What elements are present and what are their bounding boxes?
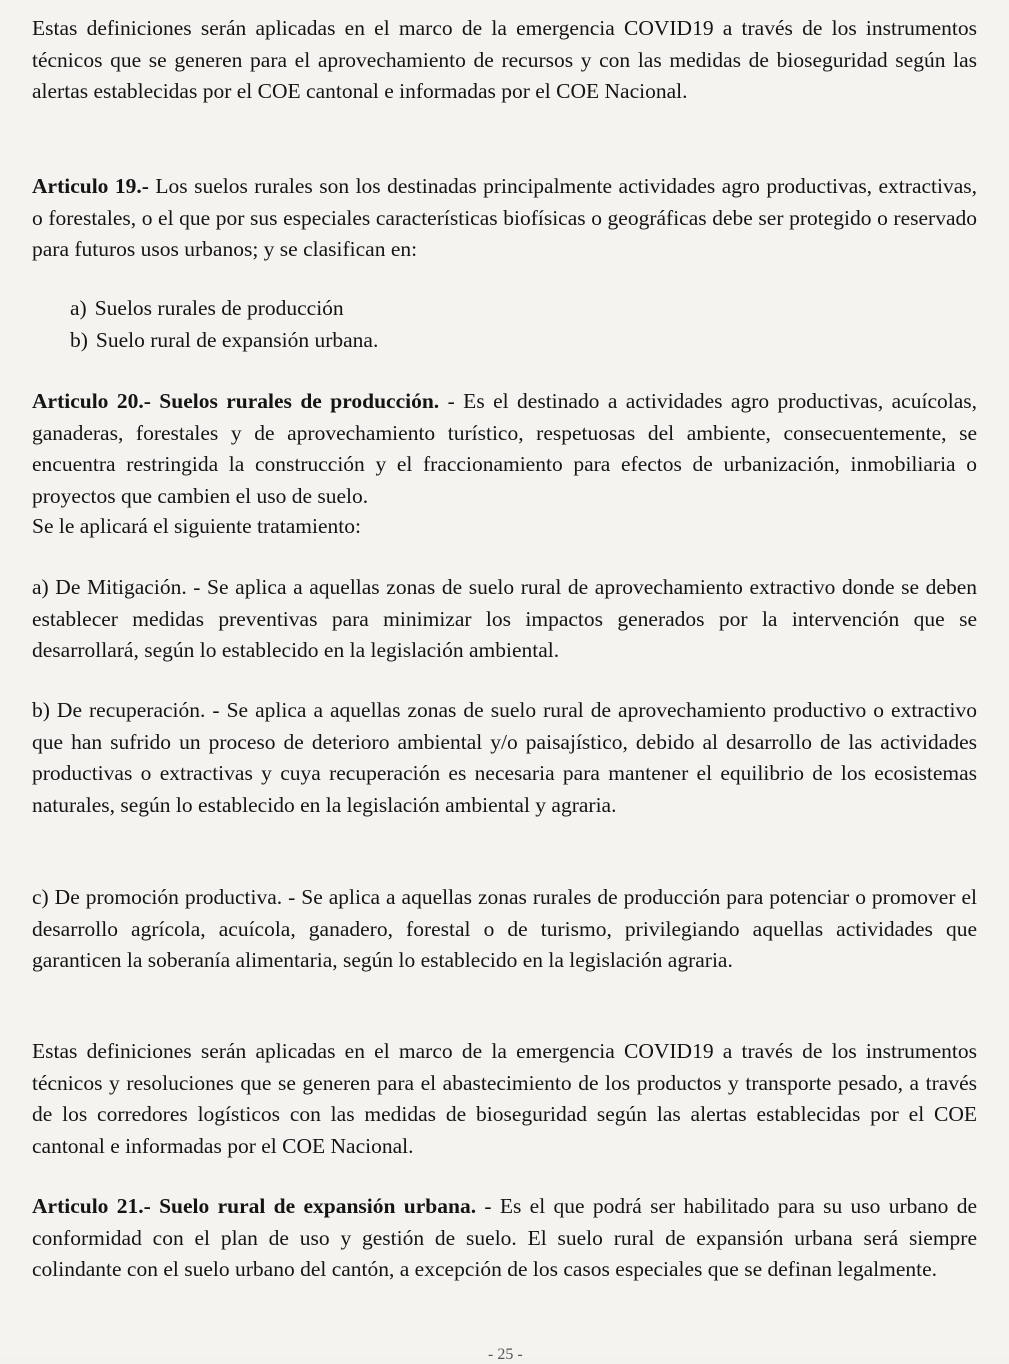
page-number: - 25 - <box>488 1346 523 1363</box>
paragraph-covid-abastecimiento: Estas definiciones serán aplicadas en el marco de la emergencia COVID19 a través de los instrumentos técnicos y resoluciones que se generen para el abastecimiento de los productos y transporte pesado, a través de los corredores logísticos con las medidas de bioseguridad según las alertas establecidas por el COE cantonal e informadas por el COE Nacional. <box>32 1039 977 1158</box>
articulo-21-heading: Articulo 21.- Suelo rural de expansión urbana. <box>32 1194 477 1218</box>
tratamiento-recuperacion: b) De recuperación. - Se aplica a aquellas zonas de suelo rural de aprovechamiento productivo o extractivo que han sufrido un proceso de deterioro ambiental y/o paisajístico, debido al desarrollo de las actividades productivas o extractivas y cuya recuperación es necesaria para mantener el equilibrio de los ecosistemas naturales, según lo establecido en la legislación ambiental y agraria. <box>32 698 977 817</box>
list-item-mark: a) <box>70 296 87 320</box>
tratamiento-mitigacion: a) De Mitigación. - Se aplica a aquellas zonas de suelo rural de aprovechamiento extractivo donde se deben establecer medidas preventivas para minimizar los impactos generados por la intervención que se desarrollará, según lo establecido en la legislación ambiental. <box>32 575 977 662</box>
tratamiento-promocion: c) De promoción productiva. - Se aplica a aquellas zonas rurales de producción para potenciar o promover el desarrollo agrícola, acuícola, ganadero, forestal o de turismo, privilegiando aquellas actividades que garanticen la soberanía alimentaria, según lo establecido en la legislación agraria. <box>32 885 977 972</box>
articulo-19 <box>32 171 977 266</box>
list-item-mark: b) <box>70 327 88 352</box>
list-item <box>70 293 378 325</box>
paragraph-covid-recursos: Estas definiciones serán aplicadas en el marco de la emergencia COVID19 a través de los instrumentos técnicos que se generen para el aprovechamiento de recursos y con las medidas de bioseguridad según las alertas establecidas por el COE cantonal e informadas por el COE Nacional. <box>32 16 977 103</box>
articulo-20-body: - Es el destinado a actividades agro productivas, acuícolas, ganaderas, forestales y de aprovechamiento turístico, respetuosas del ambiente, consecuentemente, se encuentra restringida la construcción y el fraccionamiento para efectos de urbanización, inmobiliaria o proyectos que cambien el uso de suelo. <box>32 389 978 508</box>
articulo-20-heading: Articulo 20.- Suelos rurales de producción. <box>32 389 440 413</box>
articulo-21 <box>32 1191 977 1286</box>
articulo-21-body: - Es el que podrá ser habilitado para su uso urbano de conformidad con el plan de uso y gestión de suelo. El suelo rural de expansión urbana será siempre colindante con el suelo urbano del cantón, a excepción de los casos especiales que se definan legalmente. <box>32 1194 978 1281</box>
articulo-19-body: Los suelos rurales son los destinadas principalmente actividades agro productivas, extractivas, o forestales, o el que por sus especiales características biofísicas o geográficas debe ser protegido o reservado para futuros usos urbanos; y se clasifican en: <box>32 174 978 261</box>
list-item-text: Suelo rural de expansión urbana. <box>95 327 379 352</box>
tratamiento-intro: Se le aplicará el siguiente tratamiento: <box>32 514 361 538</box>
list-item-text: Suelos rurales de producción <box>94 296 344 320</box>
list-item <box>70 325 378 357</box>
articulo-20 <box>32 386 977 512</box>
articulo-19-list <box>70 293 378 356</box>
articulo-19-heading: Articulo 19.- <box>32 174 149 198</box>
